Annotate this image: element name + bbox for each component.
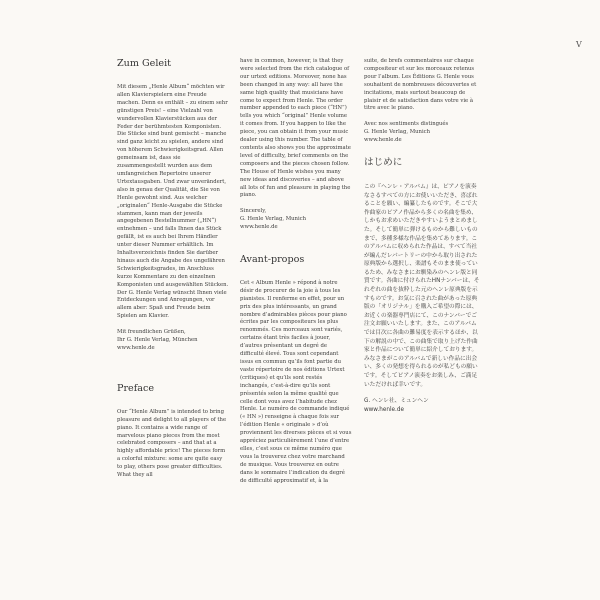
closing-greeting: Sincerely,: [240, 208, 267, 215]
closing-publisher: G. ヘンレ社、ミュンヘン: [364, 398, 429, 405]
section-title-zum-geleit: Zum Geleit: [117, 58, 172, 69]
column-german-english: [117, 58, 229, 488]
paragraph-avant-propos-continued: suite, de brefs commentaires sur chaque compositeur et sur les morceaux retenus pour l’album. Les Éditions G. Henle vous souhaitent de nombreuses découvertes et incitations, mais surtout beaucoup de plaisir et de satisfaction dans votre vie à titre avec le piano.: [364, 58, 477, 112]
column-english-french: [240, 58, 352, 493]
paragraph-zum-geleit: Mit diesem „Henle Album“ möchten wir allen Klavierspielern eine Freude machen. Denn es enthält – zu einem sehr günstigen Preis! – eine Vielzahl von wundervollen Klavierstücken aus der Feder der berühmtesten Komponisten. Die Stücke sind bunt gemischt – manche sind ganz leicht zu spielen, andere sind von höherem Schwierigkeitsgrad. Allen gemeinsam ist, dass sie zusammengestellt wurden aus dem umfangreichen Repertoire unserer Urtextausgaben. Und zwar unverändert, also in genau der Qualität, die Sie von Henle gewohnt sind. Aus welcher „originalen“ Henle-Ausgabe die Stücke stammen, kann man der jeweils angegebenen Bestellnummer („HN“) entnehmen – und falls Ihnen das Stück gefällt, ist es auch bei Ihrem Händler unter dieser Nummer erhältlich. Im Inhaltsverzeichnis finden Sie darüber hinaus auch die Angabe des ungefähren Schwierigkeitsgrades, im Anschluss kurze Kommentare zu den einzelnen Komponisten und ausgewählten Stücken. Der G. Henle Verlag wünscht Ihnen viele Entdeckungen und Anregungen, vor allem aber: Spaß und Freude beim Spielen am Klavier.: [117, 84, 229, 320]
closing-publisher: Ihr G. Henle Verlag, München: [117, 336, 198, 343]
paragraph-preface: Our “Henle Album” is intended to bring pleasure and delight to all players of the piano. It contains a wide range of marvelous piano pieces from the most celebrated composers – and that at a highly affordable price! The pieces form a colorful mixture: some are quite easy to play, others pose greater difficulties. What they all: [117, 408, 227, 479]
paragraph-preface-continued: have in common, however, is that they were selected from the rich catalogue of our urtext editions. Moreover, none has been changed in any way: all have the same high quality that musicians have come to expect from Henle. The order number appended to each piece (“HN”) tells you which “original” Henle volume it comes from. If you happen to like the piece, you can obtain it from your music dealer using this number. The table of contents also shows you the approximate level of difficulty, brief comments on the composers and the pieces chosen follow. The House of Henle wishes you many new ideas and discoveries – and above all lots of fun and pleasure in playing the piano.: [240, 58, 351, 199]
column-french-japanese: [364, 58, 482, 414]
closing-greeting: Avec nos sentiments distingués: [364, 121, 449, 128]
closing-publisher: G. Henle Verlag, Munich: [240, 216, 307, 223]
closing-url: www.henle.de: [364, 137, 402, 144]
closing-url: www.henle.de: [364, 406, 404, 413]
closing-greeting: Mit freundlichen Grüßen,: [117, 329, 186, 336]
section-title-hajimeni: はじめに: [364, 156, 403, 168]
paragraph-avant-propos: Cet « Album Henle » répond à notre désir de procurer de la joie à tous les pianistes. Il renferme en effet, pour un prix des plus intéressants, un grand nombre d’admirables pièces pour piano écrites par les compositeurs les plus renommés. Ces morceaux sont variés, certains étant très faciles à jouer, d’autres présentant un degré de difficulté élevé. Tous sont cependant issus en commun qu’ils font partie du vaste répertoire de nos éditions Urtext (critiques) et qu’ils sont restés inchangés, c’est-à-dire qu’ils sont présentés selon la même qualité que celle dont vous avez l’habitude chez Henle. Le numéro de commande indiqué (« HN ») renseigne à chaque fois sur l’édition Henle « originale » d’où proviennent les diverses pièces et si vous appréciez particulièrement l’une d’entre elles, c’est sous ce même numéro que vous la trouverez chez votre marchand de musique. Vous trouverez en outre dans le sommaire l’indication du degré de difficulté approximatif et, à la: [240, 279, 352, 484]
section-title-preface: Preface: [117, 382, 155, 394]
section-title-avant-propos: Avant-propos: [240, 253, 305, 265]
paragraph-japanese: この『ヘンレ・アルバム』は、ピアノを演奏なさるすべての方にお使いいただき、喜ばれることを願い、編纂したものです。そこで大作曲家のピアノ作品から多くの名曲を集め、しかもお求めいただきやすいようまとめました。そして簡単に弾けるものから難しいものまで、多種多様な作品を集めてあります。このアルバムに収められた作品は、すべて当社が編んだレパートリーの中から取り出された原典版から選択し、楽譜もそのまま使っているため、みなさまにお馴染みのヘンレ版と同質です。各曲に付けられたHNナンバーは、それぞれの曲を抜粋した元のヘンレ原典版を示すものです。お気に召された曲があった原典版の「オリジナル」を購入ご希望の際には、お近くの楽器専門店にて、このナンバーでご注文お願いいたします。また、このアルバムでは目次に各曲の難易度を表示するほか、以下の解説の中で、この曲集で取り上げた作曲家と作品について簡単に紹介しております。みなさまがこのアルバムで新しい作品に出会い、多くの発想を得られるのが私どもの願いです。そしてピアノ演奏をお楽しみ、ご満足いただければ幸いです。: [364, 183, 480, 388]
page-number: V: [576, 40, 582, 49]
closing-url: www.henle.de: [240, 224, 278, 231]
closing-url: www.henle.de: [117, 344, 155, 351]
closing-publisher: G. Henle Verlag, Munich: [364, 129, 431, 136]
